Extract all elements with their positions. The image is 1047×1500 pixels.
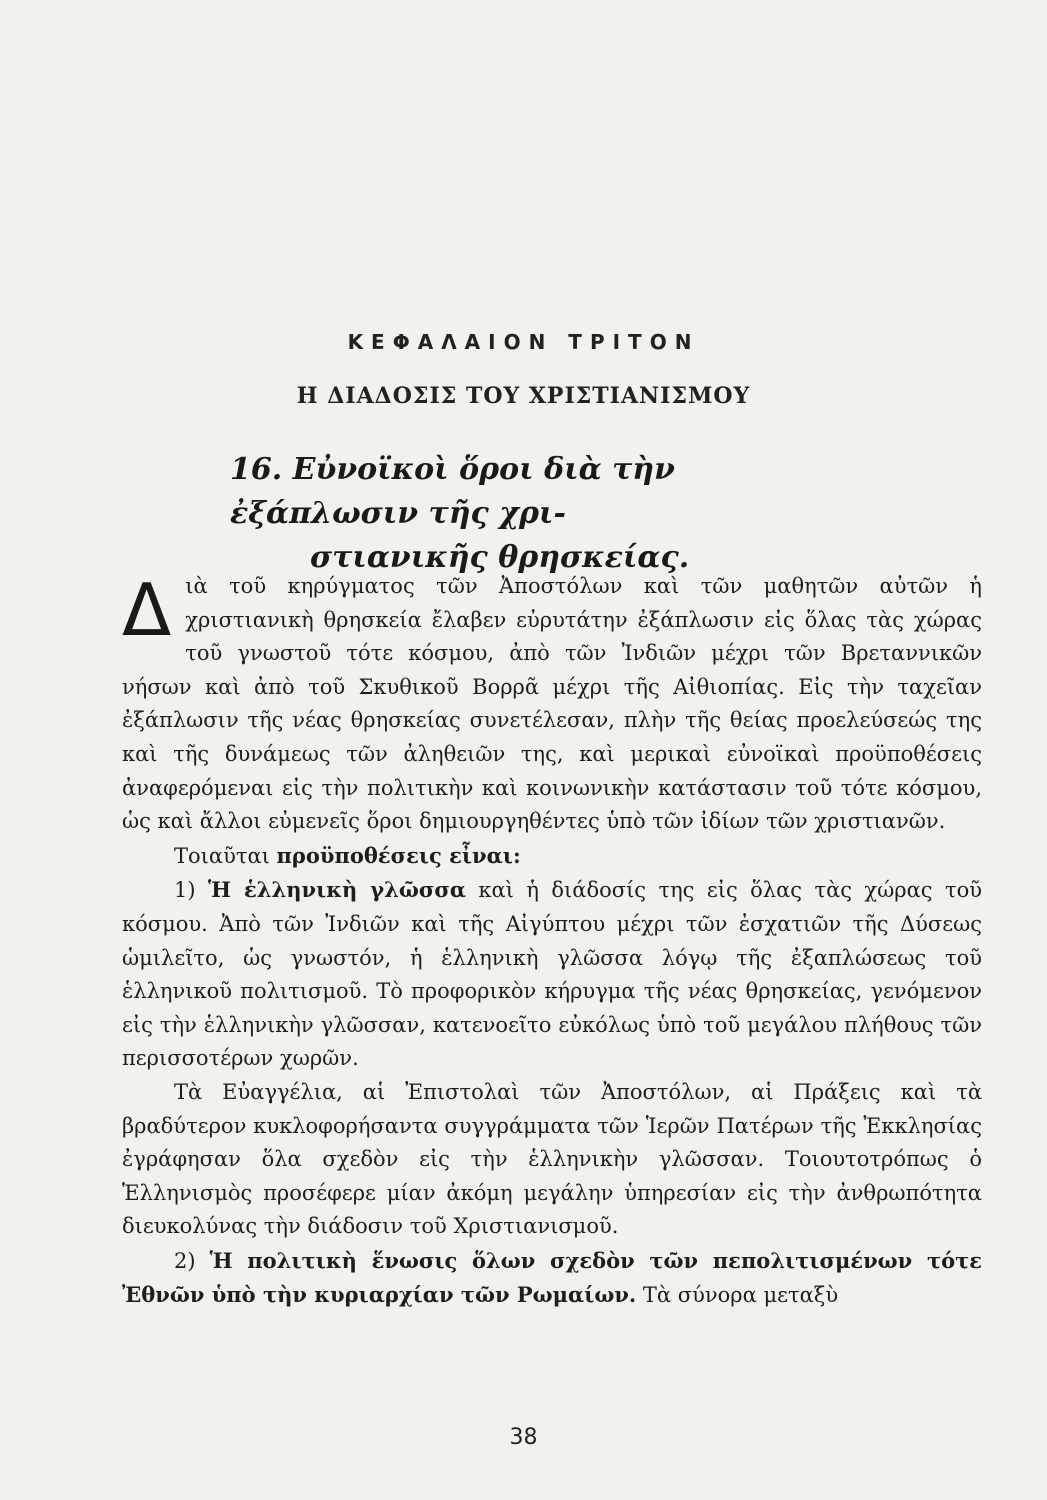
chapter-title: Η ΔΙΑΔΟΣΙΣ ΤΟΥ ΧΡΙΣΤΙΑΝΙΣΜΟΥ [296, 383, 751, 409]
paragraph-conditions-bold: προϋποθέσεις εἶναι: [276, 842, 521, 868]
paragraph-political-unity [122, 1244, 982, 1313]
paragraph-intro-text: ιὰ τοῦ κηρύγματος τῶν Ἀποστόλων καὶ τῶν μαθητῶν αὐτῶν ἡ χριστιανικὴ θρησκεία ἔλαβεν εὐρυτάτην ἐξάπλωσιν εἰς ὅλας τὰς χώρας τοῦ γνωστοῦ τότε κόσμου, ἀπὸ τῶν Ἰνδιῶν μέχρι τῶν Βρεταννικῶν νήσων καὶ ἀπὸ τοῦ Σκυθικοῦ Βορρᾶ μέχρι τῆς Αἰθιοπίας. Εἰς τὴν ταχεῖαν ἐξάπλωσιν τῆς νέας θρησκείας συνετέλεσαν, πλὴν τῆς θείας προελεύσεώς της καὶ τῆς δυνάμεως τῶν ἀληθειῶν της, καὶ μερικαὶ εὐνοϊκαὶ προϋποθέσεις ἀναφερόμεναι εἰς τὴν πολιτικὴν καὶ κοινωνικὴν κατάστασιν τοῦ τότε κόσμου, ὡς καὶ ἄλλοι εὐμενεῖς ὅροι δημιουργηθέντες ὑπὸ τῶν ἰδίων τῶν χριστιανῶν. [122, 574, 982, 834]
item-1-heading: Ἡ ἑλληνικὴ γλῶσσα [207, 877, 467, 903]
paragraph-conditions-intro [122, 839, 982, 874]
section-number: 16. [230, 452, 283, 487]
body-text [122, 570, 982, 1313]
item-number-2: 2) [174, 1248, 210, 1273]
paragraph-gospels [122, 1076, 982, 1244]
item-2-heading: Ἡ πολιτικὴ ἕνωσις ὅλων σχεδὸν τῶν πεπολιτισμένων τότε Ἐθνῶν ὑπὸ τὴν κυριαρχίαν τῶν Ρωμαίων. [122, 1247, 982, 1308]
section-title-line2: στιανικῆς θρησκείας. [310, 540, 690, 575]
item-1-text: καὶ ἡ διάδοσίς της εἰς ὅλας τὰς χώρας τοῦ κόσμου. Ἀπὸ τῶν Ἰνδιῶν καὶ τῆς Αἰγύπτου μέχρι τῶν ἐσχατιῶν τῆς Δύσεως ὡμιλεῖτο, ὡς γνωστόν, ἡ ἑλληνικὴ γλῶσσα λόγῳ τῆς ἐξαπλώσεως τοῦ ἑλληνικοῦ πολιτισμοῦ. Τὸ προφορικὸν κήρυγμα τῆς νέας θρησκείας, γενόμενον εἰς τὴν ἑλληνικὴν γλῶσσαν, κατενοεῖτο εὐκόλως ὑπὸ τοῦ μεγάλου πλήθους τῶν περισσοτέρων χωρῶν. [122, 878, 983, 1071]
page-number: 38 [509, 1425, 538, 1450]
section-heading [230, 448, 850, 580]
paragraph-conditions-prefix: Τοιαῦται [174, 843, 277, 868]
chapter-label: ΚΕΦΑΛΑΙΟΝ ΤΡΙΤΟΝ [347, 330, 700, 354]
paragraph-gospels-text: Τὰ Εὐαγγέλια, αἱ Ἐπιστολαὶ τῶν Ἀποστόλων, αἱ Πράξεις καὶ τὰ βραδύτερον κυκλοφορήσαντα συγγράμματα τῶν Ἱερῶν Πατέρων τῆς Ἐκκλησίας ἐγράφησαν ὅλα σχεδὸν εἰς τὴν ἑλληνικὴν γλῶσσαν. Τοιουτοτρόπως ὁ Ἑλληνισμὸς προσέφερε μίαν ἀκόμη μεγάλην ὑπηρεσίαν εἰς τὴν ἀνθρωπότητα διευκολύνας τὴν διάδοσιν τοῦ Χριστιανισμοῦ. [122, 1079, 982, 1239]
item-2-text: Τὰ σύνορα μεταξὺ [636, 1283, 839, 1308]
item-number-1: 1) [174, 878, 208, 903]
drop-cap: Δ [122, 568, 172, 652]
section-title-line1: Εὐνοϊκοὶ ὅροι διὰ τὴν ἐξάπλωσιν τῆς χρι- [230, 452, 675, 531]
paragraph-greek-language [122, 873, 982, 1076]
paragraph-intro [122, 570, 982, 839]
